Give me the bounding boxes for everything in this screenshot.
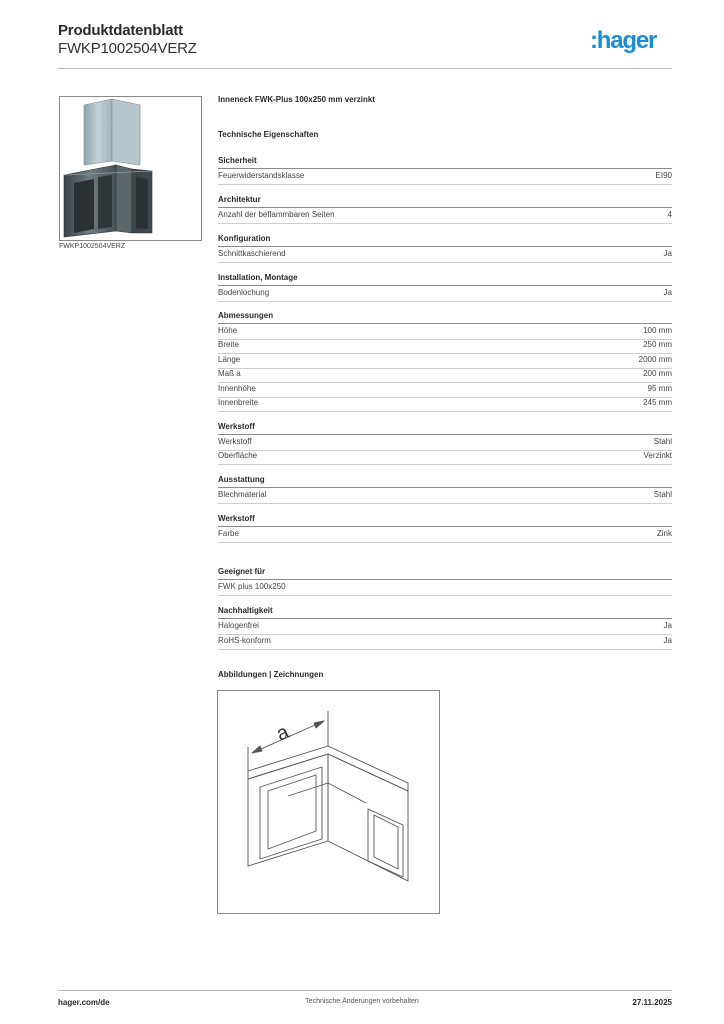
inner-corner-photo	[60, 97, 201, 240]
property-value: Ja	[663, 621, 672, 630]
section-title-konfiguration: Konfiguration	[218, 234, 271, 243]
footer-website-link[interactable]: hager.com/de	[58, 998, 110, 1007]
property-value: Ja	[663, 636, 672, 645]
section-title-abmessungen: Abmessungen	[218, 311, 274, 320]
document-subtitle: FWKP1002504VERZ	[58, 40, 197, 57]
section-title-werkstoff-farbe: Werkstoff	[218, 514, 255, 523]
property-label: Innenhöhe	[218, 384, 256, 393]
property-value: Stahl	[653, 490, 672, 499]
section-title-ausstattung: Ausstattung	[218, 475, 265, 484]
property-row	[218, 286, 672, 302]
property-label: Schnittkaschierend	[218, 249, 286, 258]
property-row	[218, 169, 672, 185]
property-row	[218, 580, 672, 596]
product-image-caption: FWKP1002504VERZ	[59, 243, 126, 250]
property-label: Farbe	[218, 529, 239, 538]
property-row	[218, 247, 672, 263]
property-value: Ja	[663, 249, 672, 258]
property-value: Stahl	[653, 437, 672, 446]
property-value: 100 mm	[643, 326, 672, 335]
property-label: FWK plus 100x250	[218, 582, 286, 591]
property-row	[218, 367, 672, 383]
property-row	[218, 527, 672, 543]
property-row	[218, 634, 672, 650]
property-row	[218, 449, 672, 465]
footer-divider	[58, 990, 672, 991]
property-value: EI90	[655, 171, 672, 180]
property-label: Breite	[218, 340, 239, 349]
footer-disclaimer: Technische Änderungen vorbehalten	[305, 998, 419, 1005]
property-label: Halogenfrei	[218, 621, 259, 630]
svg-text::hager: :hager	[590, 27, 657, 54]
property-value: Ja	[663, 288, 672, 297]
property-value: 200 mm	[643, 369, 672, 378]
property-value: 95 mm	[647, 384, 672, 393]
section-title-installation: Installation, Montage	[218, 273, 298, 282]
document-title: Produktdatenblatt	[58, 22, 183, 39]
property-label: Maß a	[218, 369, 241, 378]
product-photo	[59, 96, 202, 241]
property-label: Werkstoff	[218, 437, 252, 446]
figures-heading: Abbildungen | Zeichnungen	[218, 670, 324, 679]
property-value: Zink	[656, 529, 672, 538]
section-title-architektur: Architektur	[218, 195, 261, 204]
section-title-sicherheit: Sicherheit	[218, 156, 257, 165]
property-label: Feuerwiderstandsklasse	[218, 171, 305, 180]
section-title-werkstoff: Werkstoff	[218, 422, 255, 431]
property-row	[218, 338, 672, 354]
property-label: RoHS-konform	[218, 636, 271, 645]
property-value: Verzinkt	[643, 451, 672, 460]
property-label: Länge	[218, 355, 241, 364]
property-row	[218, 208, 672, 224]
property-row	[218, 396, 672, 412]
section-title-nachhaltigkeit: Nachhaltigkeit	[218, 606, 273, 615]
product-name: Inneneck FWK-Plus 100x250 mm verzinkt	[218, 95, 375, 104]
header-divider	[58, 68, 672, 69]
page-header	[58, 22, 672, 68]
hager-logo[interactable]	[590, 27, 672, 55]
property-value: 4	[667, 210, 672, 219]
property-row	[218, 488, 672, 504]
property-value: 245 mm	[643, 398, 672, 407]
property-label: Anzahl der beflammbaren Seiten	[218, 210, 335, 219]
properties-heading: Technische Eigenschaften	[218, 130, 319, 139]
property-row	[218, 619, 672, 635]
inner-corner-drawing	[218, 691, 439, 913]
property-label: Blechmaterial	[218, 490, 267, 499]
property-value: 2000 mm	[638, 355, 672, 364]
technical-drawing	[217, 690, 440, 914]
footer-date: 27.11.2025	[632, 998, 672, 1007]
dimension-label: a	[273, 720, 293, 746]
section-title-geeignet: Geeignet für	[218, 567, 266, 576]
property-label: Höhe	[218, 326, 238, 335]
property-value: 250 mm	[643, 340, 672, 349]
property-label: Innenbreite	[218, 398, 259, 407]
property-label: Oberfläche	[218, 451, 258, 460]
property-label: Bodenlochung	[218, 288, 270, 297]
